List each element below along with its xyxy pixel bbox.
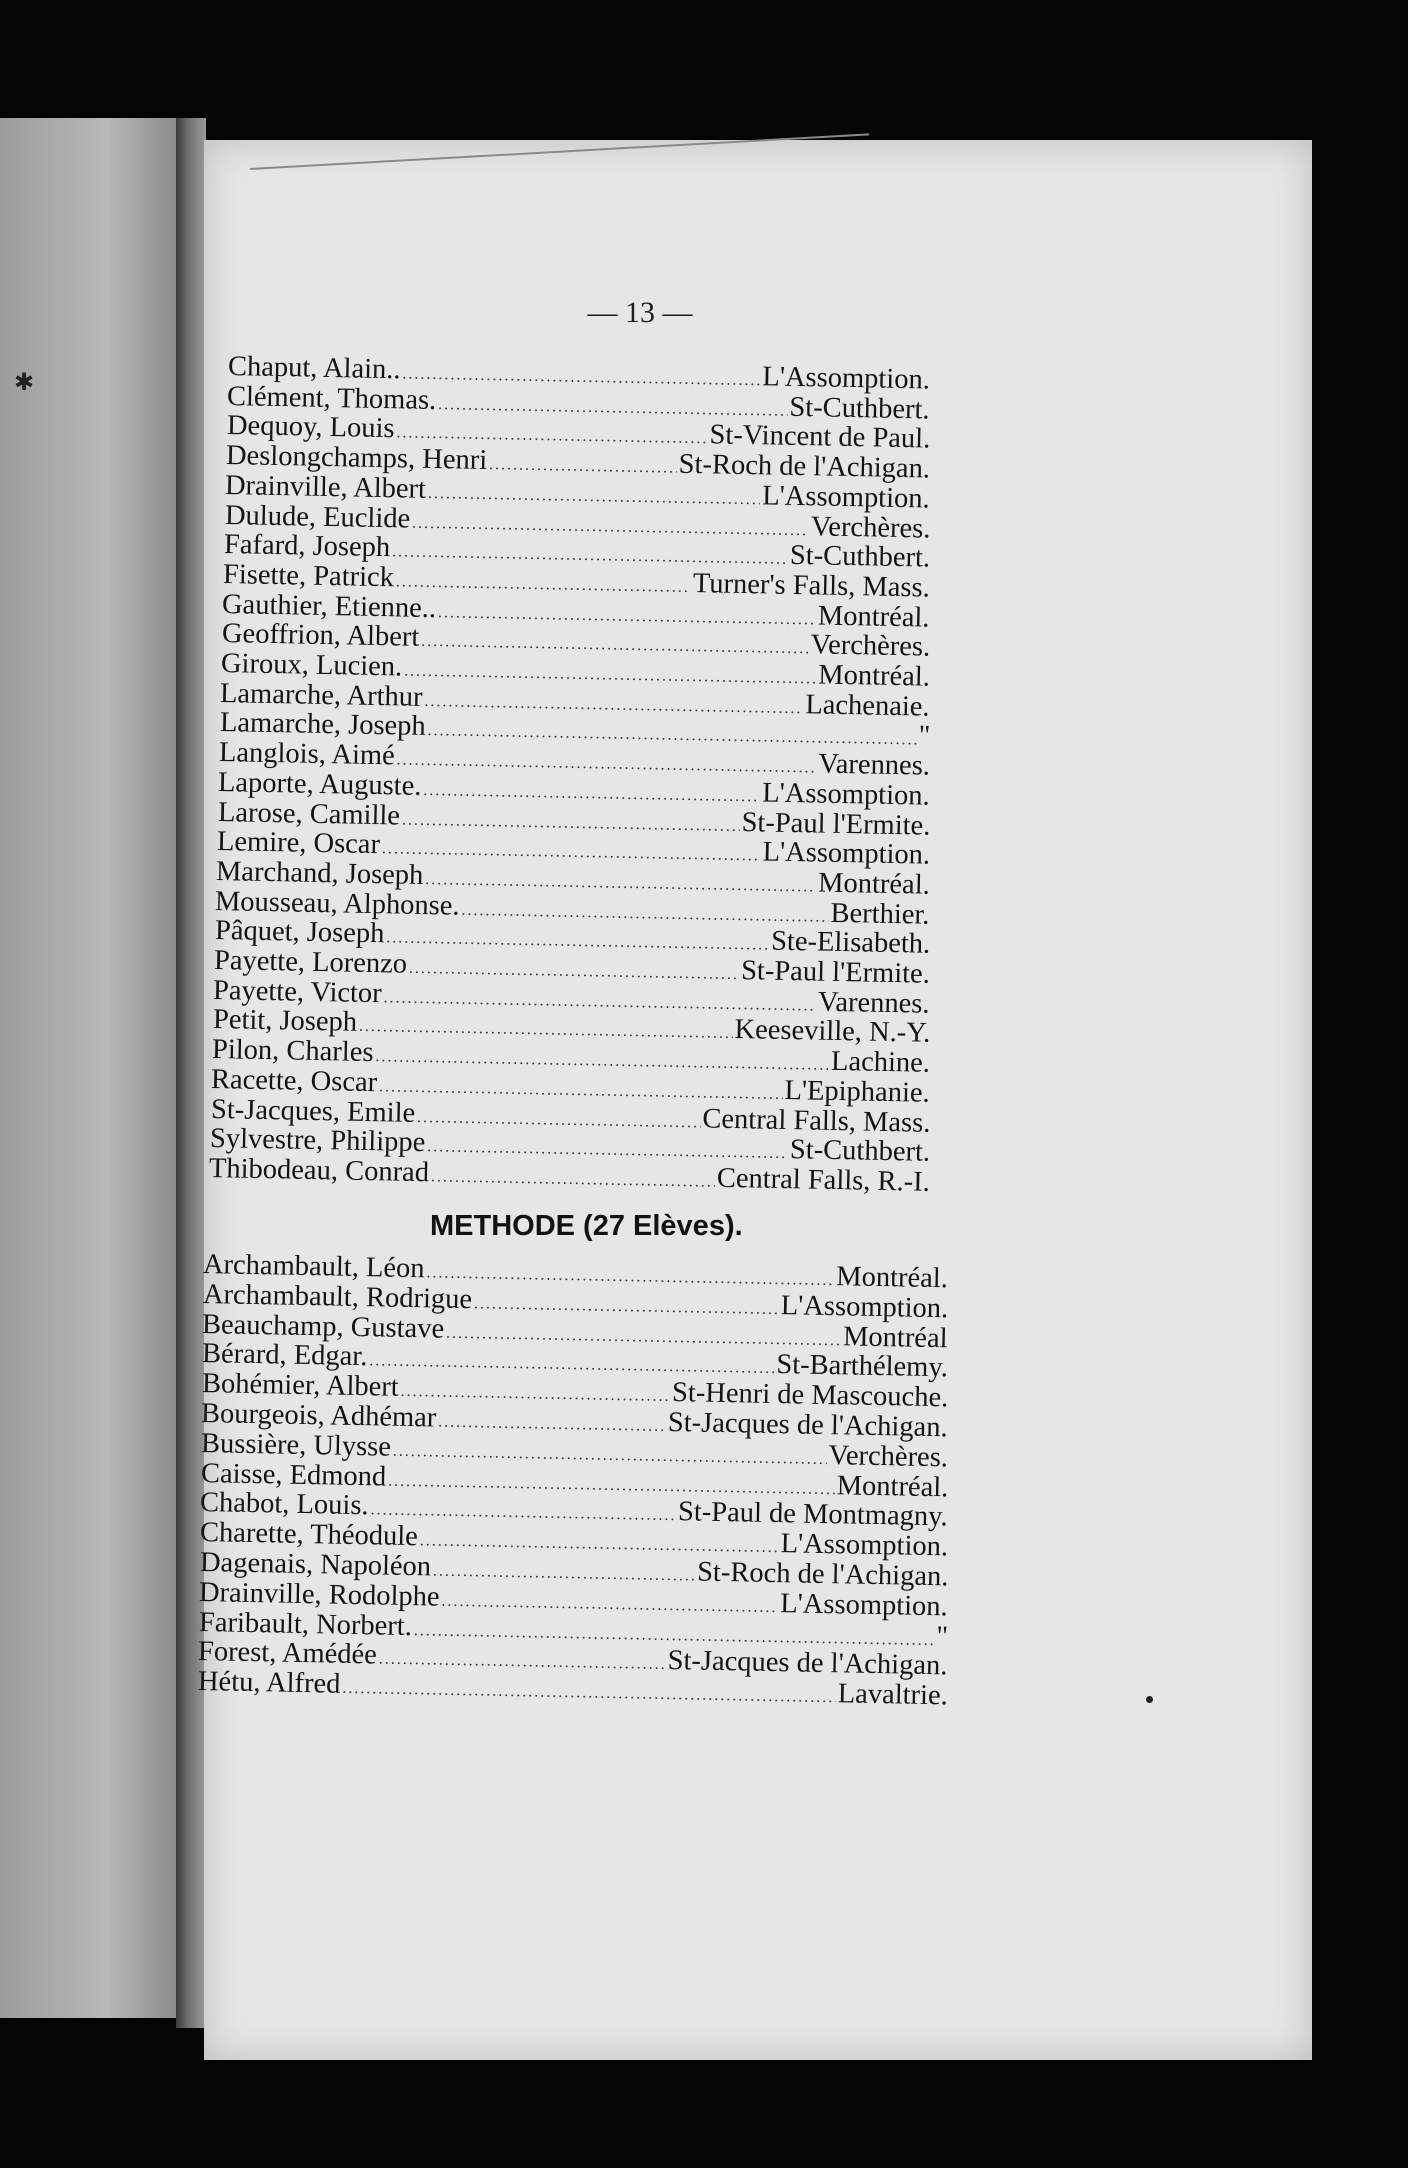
hometown: Varennes. xyxy=(817,986,931,1020)
student-name: Pâquet, Joseph xyxy=(214,915,385,950)
student-name: Faribault, Norbert. xyxy=(198,1606,412,1642)
student-name: St-Jacques, Emile xyxy=(210,1093,415,1129)
hometown: St-Paul l'Ermite. xyxy=(740,806,931,842)
section-heading-methode: METHODE (27 Elèves). xyxy=(430,1210,743,1242)
page-gutter xyxy=(176,118,206,2028)
hometown: St-Cuthbert. xyxy=(789,391,931,426)
hometown: St-Cuthbert. xyxy=(789,1134,931,1169)
student-name: Clément, Thomas. xyxy=(227,380,437,416)
hometown: Verchères. xyxy=(810,629,931,663)
student-name: Payette, Lorenzo xyxy=(213,945,408,980)
student-name: Bussière, Ulysse xyxy=(200,1427,392,1463)
hometown: L'Epiphanie. xyxy=(784,1074,931,1109)
student-name: Petit, Joseph xyxy=(212,1004,357,1039)
student-name: Archambault, Léon xyxy=(202,1249,425,1285)
hometown: Turner's Falls, Mass. xyxy=(692,567,931,604)
student-name: Larose, Camille xyxy=(217,796,400,831)
hometown: Ste-Elisabeth. xyxy=(770,925,931,961)
hometown: St-Roch de l'Achigan. xyxy=(678,448,931,485)
student-name: Payette, Victor xyxy=(213,974,383,1009)
student-name: Laporte, Auguste. xyxy=(217,766,422,802)
hometown: Central Falls, Mass. xyxy=(701,1102,931,1139)
student-name: Marchand, Joseph xyxy=(215,855,424,891)
student-name: Fisette, Patrick xyxy=(222,558,395,594)
facing-page-mark: ✱ xyxy=(14,370,35,396)
hometown: Lavaltrie. xyxy=(837,1678,949,1712)
student-name: Pilon, Charles xyxy=(211,1034,374,1069)
hometown: " xyxy=(917,720,931,753)
hometown: Keeseville, N.-Y. xyxy=(733,1014,931,1050)
hometown: Central Falls, R.-I. xyxy=(716,1162,931,1198)
hometown: Montréal. xyxy=(817,867,931,901)
student-name: Drainville, Rodolphe xyxy=(198,1576,441,1613)
student-name: Dagenais, Napoléon xyxy=(199,1547,431,1583)
hometown: Montréal. xyxy=(835,1469,949,1503)
student-name: Lamarche, Arthur xyxy=(220,677,424,713)
hometown: L'Assomption. xyxy=(762,836,931,871)
student-name: Bohémier, Albert xyxy=(201,1368,399,1403)
hometown: Montréal. xyxy=(836,1261,949,1295)
hometown: L'Assomption. xyxy=(762,361,931,396)
hometown: St-Cuthbert. xyxy=(789,540,931,574)
student-name: Mousseau, Alphonse. xyxy=(215,885,461,922)
student-name: Forest, Amédée xyxy=(198,1636,378,1671)
hometown: St-Paul l'Ermite. xyxy=(740,955,931,990)
student-name: Bourgeois, Adhémar xyxy=(200,1398,437,1434)
hometown: L'Assomption. xyxy=(780,1587,949,1623)
student-name: Racette, Oscar xyxy=(210,1063,378,1098)
student-name: Bérard, Edgar. xyxy=(201,1338,368,1373)
student-name: Langlois, Aimé xyxy=(218,737,395,772)
page-dot xyxy=(1146,1696,1153,1703)
student-name: Deslongchamps, Henri xyxy=(225,440,488,477)
hometown: St-Roch de l'Achigan. xyxy=(696,1556,949,1593)
hometown: L'Assomption. xyxy=(762,777,931,812)
hometown: St-Jacques de l'Achigan. xyxy=(667,1645,949,1682)
hometown: Varennes. xyxy=(817,748,931,782)
student-name: Hétu, Alfred xyxy=(197,1666,341,1700)
student-name: Beauchamp, Gustave xyxy=(202,1308,445,1345)
student-name: Thibodeau, Conrad xyxy=(208,1152,430,1189)
student-name: Archambault, Rodrigue xyxy=(202,1278,473,1315)
leader-dots xyxy=(431,1162,715,1197)
student-name: Sylvestre, Philippe xyxy=(209,1123,426,1159)
hometown: St-Barthélemy. xyxy=(776,1349,949,1384)
hometown: Montréal. xyxy=(817,600,931,634)
facing-page-edge xyxy=(0,118,178,2018)
student-name: Lemire, Oscar xyxy=(216,826,381,861)
student-name: Dulude, Euclide xyxy=(224,499,410,535)
hometown: Lachenaie. xyxy=(805,688,931,723)
student-name: Charette, Théodule xyxy=(199,1517,419,1553)
student-name: Lamarche, Joseph xyxy=(219,707,426,743)
hometown: Montréal. xyxy=(818,659,931,693)
student-name: Geoffrion, Albert xyxy=(221,618,420,654)
hometown: St-Jacques de l'Achigan. xyxy=(667,1406,949,1444)
hometown: Lachine. xyxy=(830,1045,931,1079)
hometown: Berthier. xyxy=(830,897,931,931)
student-name: Chabot, Louis. xyxy=(199,1487,370,1522)
hometown: Montréal xyxy=(843,1320,949,1354)
hometown: L'Assomption. xyxy=(762,480,931,515)
hometown: Verchères. xyxy=(828,1439,949,1474)
student-name: Fafard, Joseph xyxy=(223,529,391,564)
student-name: Caisse, Edmond xyxy=(200,1457,387,1493)
page-number: — 13 — xyxy=(587,296,693,329)
student-name: Giroux, Lucien. xyxy=(220,648,403,683)
hometown: " xyxy=(935,1620,949,1652)
student-name: Dequoy, Louis xyxy=(226,410,395,445)
hometown: L'Assomption. xyxy=(780,1528,949,1563)
student-name: Gauthier, Etienne.. xyxy=(222,588,437,624)
hometown: Verchères. xyxy=(810,510,931,545)
hometown: St-Paul de Montmagny. xyxy=(677,1496,949,1533)
student-name: Chaput, Alain.. xyxy=(227,351,401,386)
hometown: St-Vincent de Paul. xyxy=(708,419,931,455)
hometown: St-Henri de Mascouche. xyxy=(671,1377,949,1414)
student-name: Drainville, Albert xyxy=(224,469,427,505)
hometown: L'Assomption. xyxy=(780,1289,949,1325)
